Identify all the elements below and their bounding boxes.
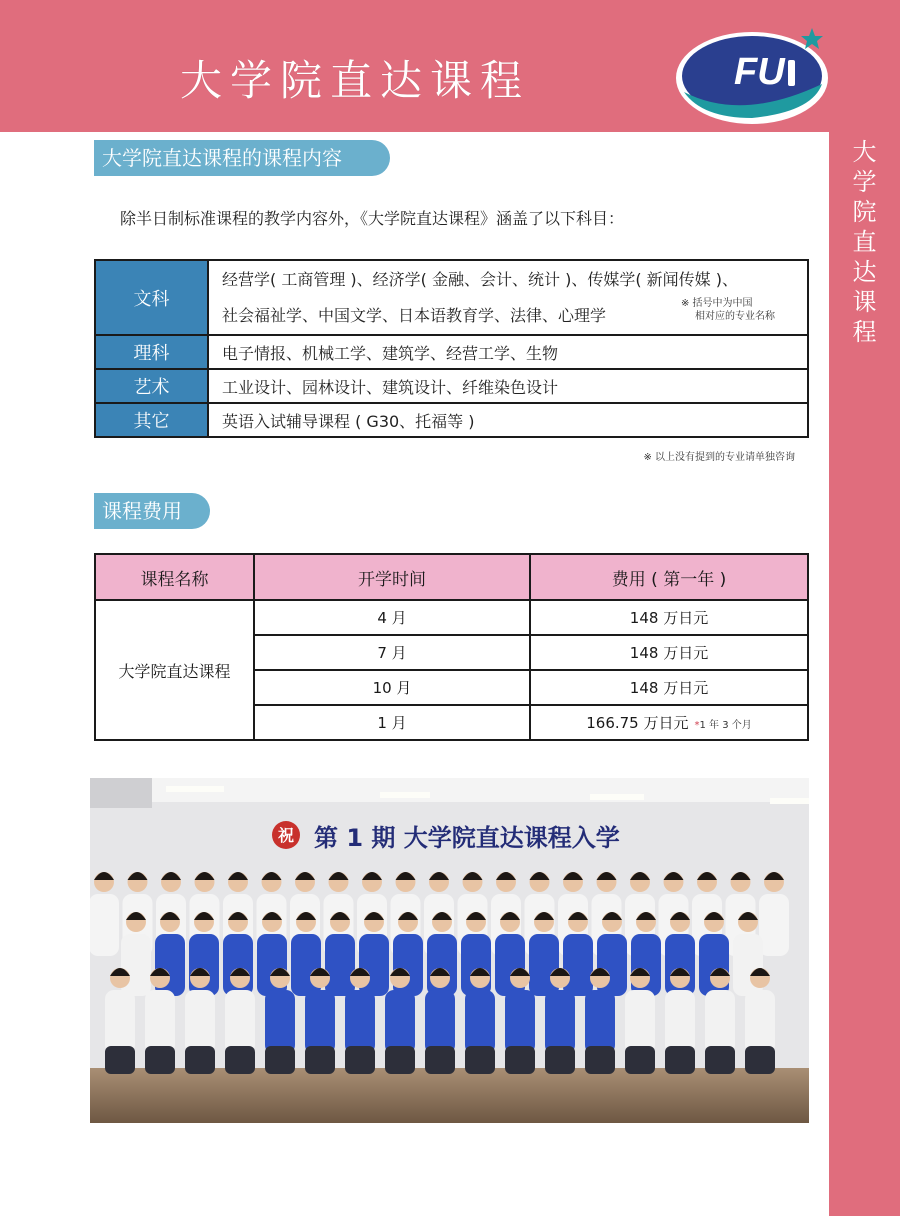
table-header-row bbox=[95, 554, 808, 600]
person-body bbox=[563, 934, 593, 996]
subject-text: 经营学( 工商管理 )、经济学( 金融、会计、统计 )、传媒学( 新闻传媒 )、 bbox=[222, 270, 738, 289]
start-cell: 10 月 bbox=[254, 670, 530, 705]
person-body bbox=[90, 894, 119, 956]
person-body bbox=[265, 990, 295, 1054]
table-row bbox=[95, 335, 808, 369]
note-mark: * bbox=[694, 720, 700, 731]
note-line: ※ 括号中为中国 bbox=[681, 298, 753, 309]
person-legs bbox=[185, 1046, 215, 1074]
fee-note bbox=[695, 720, 752, 731]
table-row bbox=[95, 369, 808, 403]
fu-logo bbox=[672, 22, 832, 130]
vertical-char: 大 bbox=[852, 138, 877, 166]
person-body bbox=[121, 934, 151, 996]
person-body bbox=[665, 990, 695, 1054]
person-legs bbox=[345, 1046, 375, 1074]
intro-text: 除半日制标准课程的教学内容外，《大学院直达课程》涵盖了以下科目： bbox=[120, 209, 625, 228]
section-heading-content: 大学院直达课程的课程内容 bbox=[94, 140, 390, 176]
person-body bbox=[225, 990, 255, 1054]
person-legs bbox=[705, 1046, 735, 1074]
group-photo bbox=[90, 778, 809, 1123]
fee-value: 166.75 万日元 bbox=[586, 714, 689, 732]
start-cell: 1 月 bbox=[254, 705, 530, 740]
fee-cell: 148 万日元 bbox=[530, 600, 808, 635]
person-legs bbox=[505, 1046, 535, 1074]
person-body bbox=[105, 990, 135, 1054]
vertical-char: 学 bbox=[852, 168, 877, 196]
vertical-char: 程 bbox=[852, 318, 877, 346]
subject-cell: 电子情报、机械工学、建筑学、经营工学、生物 bbox=[208, 335, 808, 369]
subjects-footnote: ※ 以上没有提到的专业请单独咨询 bbox=[643, 452, 795, 463]
vertical-char: 达 bbox=[852, 258, 877, 286]
person-legs bbox=[305, 1046, 335, 1074]
side-band bbox=[829, 132, 900, 1216]
person-legs bbox=[145, 1046, 175, 1074]
subject-note bbox=[681, 297, 793, 323]
vertical-char: 课 bbox=[852, 288, 877, 316]
person-legs bbox=[665, 1046, 695, 1074]
person-body bbox=[505, 990, 535, 1054]
person-body bbox=[585, 990, 615, 1054]
person-legs bbox=[385, 1046, 415, 1074]
vertical-title bbox=[829, 132, 900, 347]
column-header: 开学时间 bbox=[254, 554, 530, 600]
person-legs bbox=[225, 1046, 255, 1074]
person-body bbox=[325, 934, 355, 996]
subject-cell: 工业设计、园林设计、建筑设计、纤维染色设计 bbox=[208, 369, 808, 403]
logo-text: FU bbox=[734, 51, 785, 93]
category-cell: 艺术 bbox=[95, 369, 208, 403]
banner-seal: 祝 bbox=[277, 826, 295, 845]
person-legs bbox=[425, 1046, 455, 1074]
category-cell: 其它 bbox=[95, 403, 208, 437]
section-heading-fees: 课程费用 bbox=[94, 493, 210, 529]
start-cell: 7 月 bbox=[254, 635, 530, 670]
course-name-cell: 大学院直达课程 bbox=[95, 600, 254, 740]
category-cell: 理科 bbox=[95, 335, 208, 369]
note-line: 相对应的专业名称 bbox=[695, 311, 775, 322]
person-body bbox=[545, 990, 575, 1054]
page-title: 大学院直达课程 bbox=[180, 56, 531, 105]
person-body bbox=[705, 990, 735, 1054]
subjects-table bbox=[94, 259, 809, 438]
fee-cell: 148 万日元 bbox=[530, 670, 808, 705]
person-body bbox=[465, 990, 495, 1054]
fee-cell: 148 万日元 bbox=[530, 635, 808, 670]
subject-cell: 英语入试辅导课程 ( G30、托福等 ) bbox=[208, 403, 808, 437]
start-cell: 4 月 bbox=[254, 600, 530, 635]
category-cell: 文科 bbox=[95, 260, 208, 335]
person-body bbox=[305, 990, 335, 1054]
person-body bbox=[185, 990, 215, 1054]
person-body bbox=[385, 990, 415, 1054]
person-legs bbox=[465, 1046, 495, 1074]
subject-text: 社会福祉学、中国文学、日本语教育学、法律、心理学 bbox=[222, 306, 607, 325]
vertical-char: 院 bbox=[852, 198, 877, 226]
photo-banner: 第 1 期 大学院直达课程入学 bbox=[314, 824, 620, 852]
person-body bbox=[625, 990, 655, 1054]
person-legs bbox=[585, 1046, 615, 1074]
subject-cell bbox=[208, 260, 808, 335]
person-body bbox=[745, 990, 775, 1054]
column-header: 费用 ( 第一年 ) bbox=[530, 554, 808, 600]
table-row bbox=[95, 403, 808, 437]
person-body bbox=[425, 990, 455, 1054]
column-header: 课程名称 bbox=[95, 554, 254, 600]
person-legs bbox=[545, 1046, 575, 1074]
person-legs bbox=[745, 1046, 775, 1074]
vertical-char: 直 bbox=[852, 228, 877, 256]
table-row bbox=[95, 600, 808, 635]
person-legs bbox=[105, 1046, 135, 1074]
person-body bbox=[145, 990, 175, 1054]
fees-table bbox=[94, 553, 809, 741]
note-text: 1 年 3 个月 bbox=[699, 720, 752, 731]
fee-cell bbox=[530, 705, 808, 740]
person-body bbox=[345, 990, 375, 1054]
person-legs bbox=[265, 1046, 295, 1074]
person-body bbox=[759, 894, 789, 956]
table-row bbox=[95, 260, 808, 335]
person-body bbox=[529, 934, 559, 996]
person-legs bbox=[625, 1046, 655, 1074]
